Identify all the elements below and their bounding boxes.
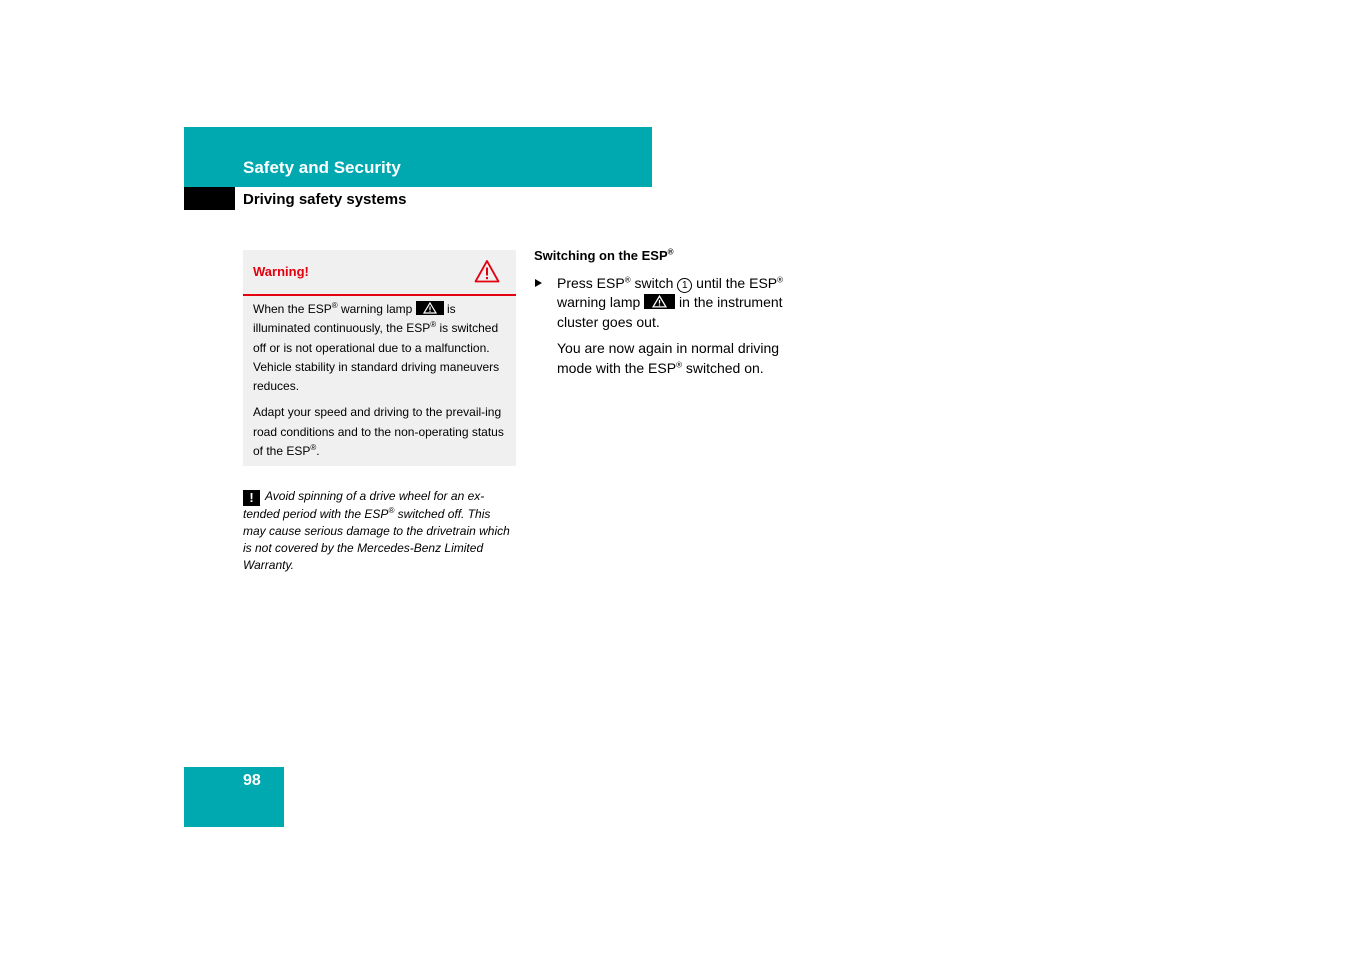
subsection-title: Driving safety systems	[243, 191, 407, 208]
registered-mark: ®	[388, 506, 395, 515]
circled-number-icon: 1	[677, 278, 692, 293]
registered-mark: ®	[676, 359, 682, 369]
warning-body	[253, 300, 509, 468]
registered-mark: ®	[310, 443, 317, 453]
esp-warning-lamp-icon	[644, 294, 675, 309]
registered-mark: ®	[331, 301, 338, 310]
warning-header	[243, 250, 516, 296]
registered-mark: ®	[777, 274, 784, 284]
warning-label: Warning!	[253, 264, 309, 279]
registered-mark: ®	[624, 274, 631, 284]
switching-heading: Switching on the ESP®	[534, 247, 674, 263]
page-number: 98	[243, 772, 261, 789]
instruction-step: Press ESP® switch 1 until the ESP® warning lamp in the instrument cluster goes out.	[534, 274, 804, 333]
warning-triangle-icon	[474, 259, 500, 283]
exclamation-icon: !	[243, 490, 260, 506]
arrow-right-icon	[535, 279, 542, 287]
header-band	[184, 127, 652, 187]
switching-section	[534, 246, 804, 378]
subsection-marker	[184, 187, 235, 210]
page-number-box	[184, 767, 284, 827]
section-title: Safety and Security	[243, 158, 401, 177]
warning-paragraph-2: Adapt your speed and driving to the prevail-ing road conditions and to the non-operating status of the ESP®.	[253, 405, 504, 459]
notice-paragraph: ! Avoid spinning of a drive wheel for an ex-tended period with the ESP® switched off. This may cause serious damage to the drivetrain which is not covered by the Mercedes-Benz Limited Warranty.	[243, 489, 510, 572]
registered-mark: ®	[430, 320, 437, 330]
result-text: You are now again in normal driving mode with the ESP® switched on.	[557, 340, 780, 376]
esp-warning-lamp-icon	[416, 301, 444, 315]
registered-mark: ®	[667, 247, 674, 257]
warning-paragraph-1: When the ESP® warning lamp is illuminated continuously, the ESP® is switched off or is not operational due to a malfunction. Vehicle stability in standard driving maneuvers reduces.	[253, 301, 500, 394]
warning-box	[243, 250, 516, 466]
